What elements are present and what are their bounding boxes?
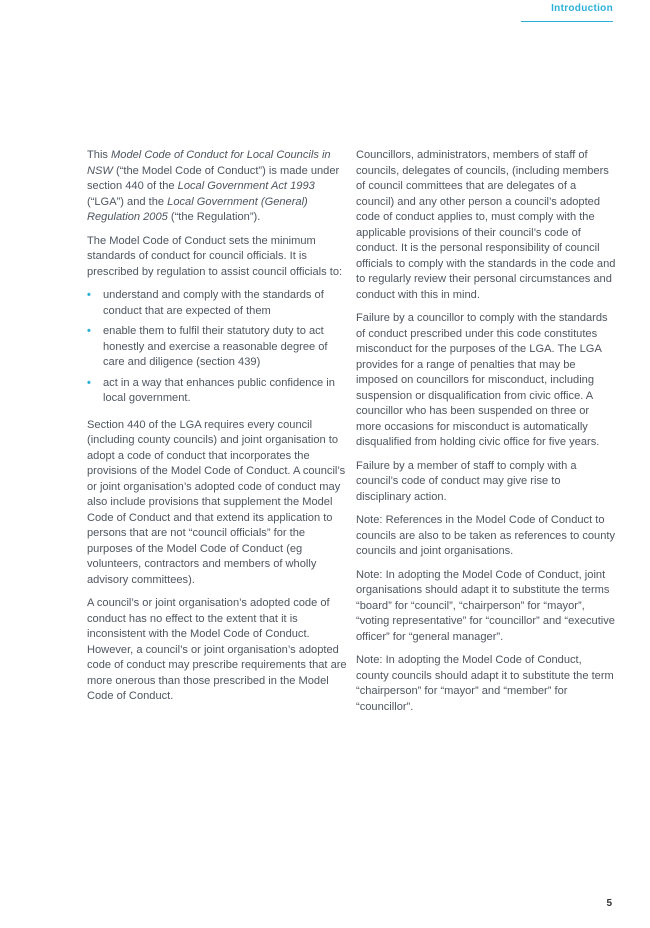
bullet-icon: • — [87, 289, 91, 301]
list-item — [87, 288, 347, 319]
intro-text-4: (“the Regulation”). — [167, 211, 261, 223]
list-item — [87, 376, 347, 407]
list-item-text: enable them to fulfil their statutory duty to act honestly and exercise a reasonable degree of care and diligence (section 439) — [103, 325, 328, 368]
staff-misconduct-paragraph: Failure by a member of staff to comply with a council’s code of conduct may give rise to disciplinary action. — [356, 459, 577, 503]
note-references-paragraph: Note: References in the Model Code of Conduct to councils are also to be taken as references to county councils and joint organisations. — [356, 514, 616, 557]
intro-paragraph — [87, 148, 347, 226]
purpose-list — [87, 288, 347, 407]
councillor-misconduct-paragraph: Failure by a councillor to comply with the standards of conduct prescribed under this code constitutes misconduct for the purposes of the LGA. The LGA provides for a range of penalties that may be imposed on councillors for misconduct, including suspension or disqualification from civic office. A councillor who has been suspended on three or more occasions for misconduct is automatically disqualified from holding civic office for five years. — [356, 312, 608, 448]
page-number: 5 — [606, 898, 612, 909]
right-column — [356, 148, 616, 723]
left-column — [87, 148, 347, 713]
list-item-text: act in a way that enhances public confidence in local government. — [103, 376, 335, 404]
intro-regulation-italic: Local Government (General) Regulation 2005 — [87, 195, 308, 223]
note-joint-organisations-paragraph: Note: In adopting the Model Code of Conduct, joint organisations should adapt it to substitute the terms “board” for “council”, “chairperson” for “mayor”, “voting representative” for “councillor” and “executive officer” for “general manager”. — [356, 568, 615, 643]
compliance-paragraph: Councillors, administrators, members of staff of councils, delegates of councils, (including members of council committees that are delegates of a council) and any other person a council’s adopted code of conduct applies to, must comply with the applicable provisions of their council’s code of conduct. It is the personal responsibility of council officials to comply with the standards in the code and to regularly review their personal circumstances and conduct with this in mind. — [356, 149, 616, 301]
intro-title-italic: Model Code of Conduct for Local Councils in NSW — [87, 149, 331, 177]
bullet-icon: • — [87, 376, 91, 389]
inconsistency-paragraph: A council’s or joint organisation’s adopted code of conduct has no effect to the extent that it is inconsistent with the Model Code of Conduct. However, a council’s or joint organisation’s adopted code of conduct may prescribe requirements that are more onerous than those prescribed in the Model Code of Conduct. — [87, 597, 347, 702]
intro-text-1: This — [87, 149, 112, 161]
intro-text-3: (“LGA”) and the — [87, 195, 168, 208]
intro-act-italic: Local Government Act 1993 — [177, 180, 315, 192]
list-item-text: understand and comply with the standards of conduct that are expected of them — [103, 289, 324, 317]
intro-text-2: (“the Model Code of Conduct”) is made under section 440 of the — [87, 164, 340, 192]
section-440-paragraph: Section 440 of the LGA requires every council (including county councils) and joint organisation to adopt a code of conduct that incorporates the provisions of the Model Code of Conduct. A council’s or joint organisation’s adopted code of conduct may also include provisions that supplement the Model Code of Conduct and that extend its application to persons that are not “council officials” for the purposes of the Model Code of Conduct (eg volunteers, contractors and members of wholly advisory committees). — [87, 418, 346, 586]
standards-paragraph: The Model Code of Conduct sets the minimum standards of conduct for council officials. It is prescribed by regulation to assist council officials to: — [87, 234, 343, 278]
section-header: Introduction — [521, 3, 613, 22]
list-item — [87, 324, 347, 371]
note-county-councils-paragraph: Note: In adopting the Model Code of Conduct, county councils should adapt it to substitute the term “chairperson” for “mayor” and “member” for “councillor”. — [356, 654, 614, 713]
bullet-icon: • — [87, 325, 91, 337]
